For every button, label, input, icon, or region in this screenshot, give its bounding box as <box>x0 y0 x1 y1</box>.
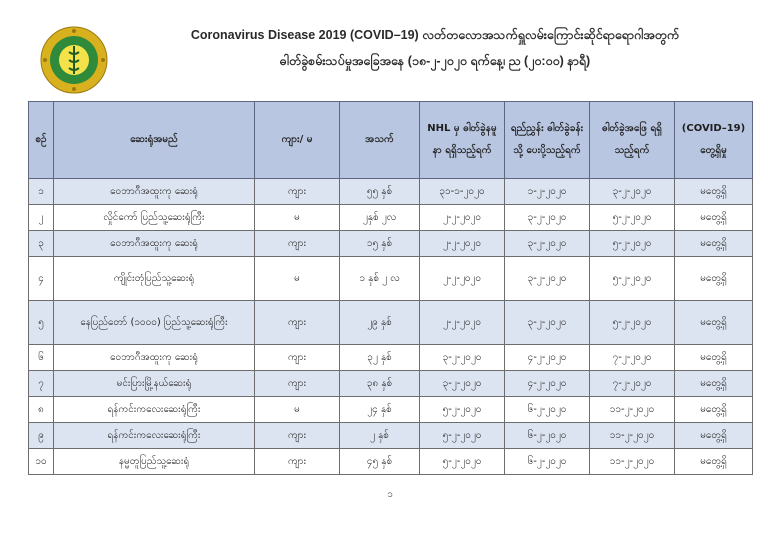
cell-result-date: ၅-၂-၂၀၂၀ <box>590 257 675 301</box>
cell-sent-to-lab: ၃-၂-၂၀၂၀ <box>505 301 590 345</box>
cell-covid-found: မတွေ့ရှိ <box>675 449 753 475</box>
col-header-sex: ကျား/ မ <box>255 102 340 179</box>
table-row <box>29 345 753 371</box>
cell-no: ၁၀ <box>29 449 54 475</box>
title-line-2: ဓါတ်ခွဲစမ်းသပ်မှုအခြေအနေ (၁၈-၂-၂၀၂၀ ရက်နေ့၊ ည (၂၀:၀၀) နာရီ) <box>279 54 591 68</box>
cell-sex: ကျား <box>255 231 340 257</box>
cell-covid-found: မတွေ့ရှိ <box>675 231 753 257</box>
table-row <box>29 423 753 449</box>
cell-sex: မ <box>255 205 340 231</box>
col-header-age: အသက် <box>340 102 420 179</box>
cell-hospital: လှိုင်ကော် ပြည်သူ့ဆေးရုံကြီး <box>54 205 255 231</box>
cell-no: ၄ <box>29 257 54 301</box>
cell-no: ၈ <box>29 397 54 423</box>
table-row <box>29 179 753 205</box>
col-header-result-date: ဓါတ်ခွဲအဖြေ ရရှိသည့်ရက် <box>590 102 675 179</box>
cell-sample-received: ၅-၂-၂၀၂၀ <box>420 449 505 475</box>
cell-sex: မ <box>255 257 340 301</box>
cell-result-date: ၅-၂-၂၀၂၀ <box>590 205 675 231</box>
cell-result-date: ၁၁-၂-၂၀၂၀ <box>590 397 675 423</box>
cell-age: ၃၂ နှစ် <box>340 345 420 371</box>
logo-ring-dot <box>72 29 76 33</box>
cell-sample-received: ၂-၂-၂၀၂၀ <box>420 301 505 345</box>
cell-hospital: မင်းပြားမြို့နယ်ဆေးရုံ <box>54 371 255 397</box>
cell-sent-to-lab: ၃-၂-၂၀၂၀ <box>505 257 590 301</box>
logo-ring-dot <box>101 58 105 62</box>
cell-sample-received: ၂-၂-၂၀၂၀ <box>420 231 505 257</box>
logo-ring-dot <box>72 87 76 91</box>
logo-ring-dot <box>43 58 47 62</box>
cell-sent-to-lab: ၃-၂-၂၀၂၀ <box>505 231 590 257</box>
cell-sent-to-lab: ၄-၂-၂၀၂၀ <box>505 345 590 371</box>
cell-hospital: နမ္မတူပြည်သူ့ဆေးရုံ <box>54 449 255 475</box>
table-header-row <box>29 102 753 179</box>
cell-covid-found: မတွေ့ရှိ <box>675 179 753 205</box>
cell-age: ၁ နှစ် ၂ လ <box>340 257 420 301</box>
cell-sample-received: ၅-၂-၂၀၂၀ <box>420 397 505 423</box>
cell-covid-found: မတွေ့ရှိ <box>675 423 753 449</box>
cell-sex: မ <box>255 397 340 423</box>
cell-no: ၉ <box>29 423 54 449</box>
cell-sent-to-lab: ၆-၂-၂၀၂၀ <box>505 423 590 449</box>
cell-hospital: ရန်ကင်းကလေးဆေးရုံကြီး <box>54 397 255 423</box>
cell-sent-to-lab: ၃-၂-၂၀၂၀ <box>505 205 590 231</box>
col-header-no: စဉ် <box>29 102 54 179</box>
cell-sample-received: ၂-၂-၂၀၂၀ <box>420 257 505 301</box>
cell-sample-received: ၃၁-၁-၂၀၂၀ <box>420 179 505 205</box>
cell-sex: ကျား <box>255 371 340 397</box>
cell-covid-found: မတွေ့ရှိ <box>675 205 753 231</box>
cell-no: ၅ <box>29 301 54 345</box>
cell-sample-received: ၅-၂-၂၀၂၀ <box>420 423 505 449</box>
col-header-sent-to-lab: ရည်ညွှန်း ဓါတ်ခွဲခန်းသို့ ပေးပို့သည့်ရက် <box>505 102 590 179</box>
cell-no: ၆ <box>29 345 54 371</box>
cell-result-date: ၇-၂-၂၀၂၀ <box>590 371 675 397</box>
cell-no: ၃ <box>29 231 54 257</box>
cell-sample-received: ၃-၂-၂၀၂၀ <box>420 345 505 371</box>
cell-age: ၂၄ နှစ် <box>340 397 420 423</box>
cell-sample-received: ၃-၂-၂၀၂၀ <box>420 371 505 397</box>
cell-sample-received: ၂-၂-၂၀၂၀ <box>420 205 505 231</box>
cell-sex: ကျား <box>255 345 340 371</box>
cell-result-date: ၁၁-၂-၂၀၂၀ <box>590 423 675 449</box>
table-row <box>29 301 753 345</box>
col-header-covid-found: (COVID–19) တွေ့ရှိမှု <box>675 102 753 179</box>
cell-age: ၃၈ နှစ် <box>340 371 420 397</box>
cell-age: ၂၉ နှစ် <box>340 301 420 345</box>
ministry-logo <box>40 26 108 94</box>
cell-sent-to-lab: ၁-၂-၂၀၂၀ <box>505 179 590 205</box>
test-results-table <box>28 101 753 475</box>
table-row <box>29 449 753 475</box>
col-header-sample-received: NHL မှ ဓါတ်ခွဲနမူနာ ရရှိသည့်ရက် <box>420 102 505 179</box>
table-row <box>29 257 753 301</box>
cell-hospital: ရန်ကင်းကလေးဆေးရုံကြီး <box>54 423 255 449</box>
cell-no: ၂ <box>29 205 54 231</box>
cell-sex: ကျား <box>255 301 340 345</box>
cell-hospital: ဝေဘာဂီအထူးကု ဆေးရုံ <box>54 345 255 371</box>
cell-covid-found: မတွေ့ရှိ <box>675 257 753 301</box>
cell-result-date: ၇-၂-၂၀၂၀ <box>590 345 675 371</box>
cell-result-date: ၁၁-၂-၂၀၂၀ <box>590 449 675 475</box>
cell-age: ၁၅ နှစ် <box>340 231 420 257</box>
table-row <box>29 205 753 231</box>
table-row <box>29 231 753 257</box>
cell-sex: ကျား <box>255 449 340 475</box>
cell-result-date: ၅-၂-၂၀၂၀ <box>590 231 675 257</box>
cell-hospital: ကျိုင်းတုံပြည်သူ့ဆေးရုံ <box>54 257 255 301</box>
cell-covid-found: မတွေ့ရှိ <box>675 345 753 371</box>
cell-no: ၇ <box>29 371 54 397</box>
cell-age: ၄၅ နှစ် <box>340 449 420 475</box>
cell-age: ၂နှစ် ၂လ <box>340 205 420 231</box>
cell-result-date: ၅-၂-၂၀၂၀ <box>590 301 675 345</box>
cell-covid-found: မတွေ့ရှိ <box>675 371 753 397</box>
col-header-hospital: ဆေးရုံအမည် <box>54 102 255 179</box>
cell-age: ၅၅ နှစ် <box>340 179 420 205</box>
cell-sex: ကျား <box>255 179 340 205</box>
cell-sent-to-lab: ၆-၂-၂၀၂၀ <box>505 449 590 475</box>
cell-hospital: နေပြည်တော် (၁၀၀၀) ပြည်သူ့ဆေးရုံကြီး <box>54 301 255 345</box>
cell-sex: ကျား <box>255 423 340 449</box>
cell-sent-to-lab: ၄-၂-၂၀၂၀ <box>505 371 590 397</box>
title-line-1: Coronavirus Disease 2019 (COVID–19) လတ်တလောအသက်ရှူလမ်းကြောင်းဆိုင်ရာရောဂါအတွက် <box>190 28 680 42</box>
table-row <box>29 397 753 423</box>
cell-hospital: ဝေဘာဂီအထူးကု ဆေးရုံ <box>54 179 255 205</box>
cell-result-date: ၃-၂-၂၀၂၀ <box>590 179 675 205</box>
page-number: ၁ <box>387 489 393 500</box>
cell-covid-found: မတွေ့ရှိ <box>675 397 753 423</box>
cell-sent-to-lab: ၆-၂-၂၀၂၀ <box>505 397 590 423</box>
cell-covid-found: မတွေ့ရှိ <box>675 301 753 345</box>
cell-hospital: ဝေဘာဂီအထူးကု ဆေးရုံ <box>54 231 255 257</box>
cell-no: ၁ <box>29 179 54 205</box>
table-row <box>29 371 753 397</box>
cell-age: ၂ နှစ် <box>340 423 420 449</box>
document-title <box>120 22 750 74</box>
